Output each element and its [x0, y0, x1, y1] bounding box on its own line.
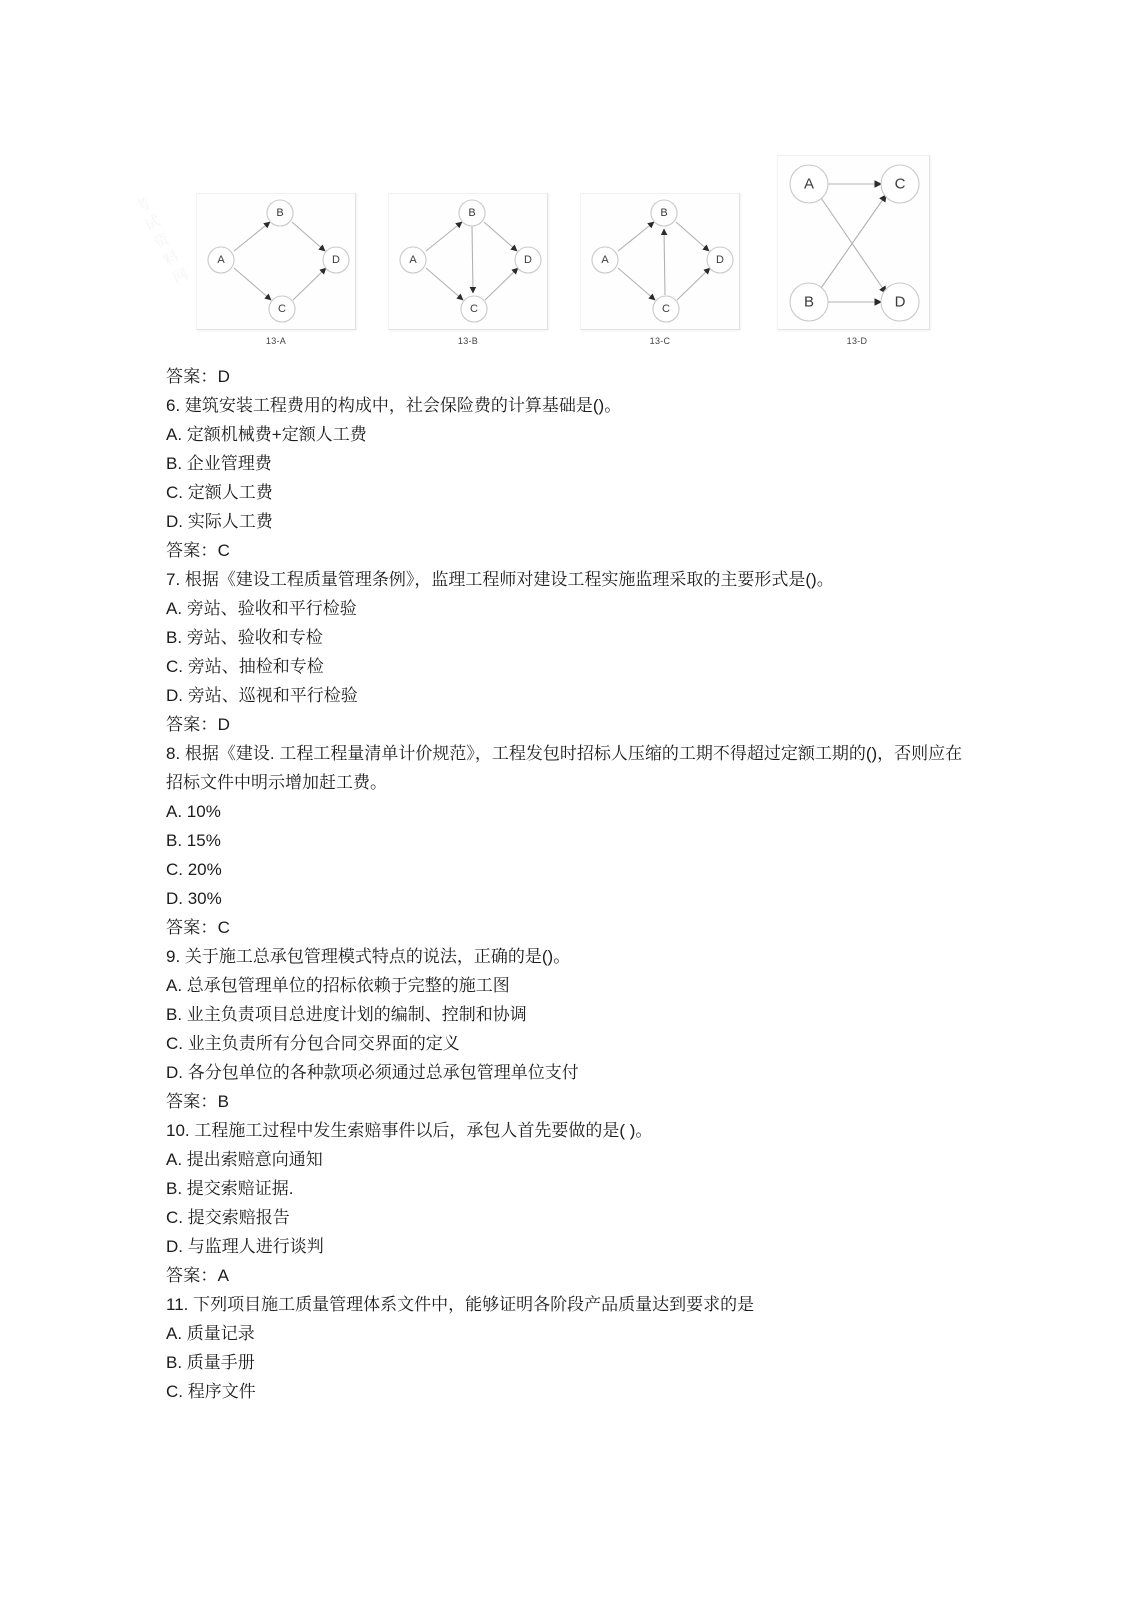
network-graph-13-b [389, 194, 547, 329]
node-c-label: C [894, 175, 906, 193]
option-item: D. 实际人工费 [166, 512, 273, 531]
diagram-caption-13-b: 13-B [457, 336, 479, 346]
edge-a-to-c [618, 268, 655, 300]
node-b-label: B [660, 207, 668, 219]
option-item: B. 旁站、验收和专检 [166, 628, 323, 647]
option-item: A. 10% [166, 802, 221, 821]
option-item: B. 质量手册 [166, 1353, 255, 1372]
node-a-label: A [217, 254, 225, 266]
option-item: A. 旁站、验收和平行检验 [166, 599, 357, 618]
option-item: C. 业主负责所有分包合同交界面的定义 [166, 1034, 460, 1053]
edge-a-to-c [234, 268, 271, 300]
diagram-caption-13-d: 13-D [846, 336, 868, 346]
edge-c-to-d [485, 268, 518, 300]
option-item: A. 质量记录 [166, 1324, 255, 1343]
option-item: C. 20% [166, 860, 222, 879]
node-a-label: A [803, 175, 815, 193]
answer-line: 答案：D [166, 715, 231, 734]
answer-line: 答案：B [166, 1092, 230, 1111]
diagram-canvas-13-b [388, 193, 548, 330]
option-item: B. 提交索赔证据. [166, 1179, 294, 1198]
edge-b-to-d [484, 222, 517, 251]
edge-c-to-d [293, 268, 326, 300]
diagram-panel-13-d [777, 155, 937, 346]
exam-question-body [166, 362, 966, 1406]
answer-line: 答案：D [166, 367, 231, 386]
option-item: D. 与监理人进行谈判 [166, 1237, 324, 1256]
edge-a-to-b [426, 222, 462, 251]
option-item: A. 提出索赔意向通知 [166, 1150, 323, 1169]
option-item: B. 业主负责项目总进度计划的编制、控制和协调 [166, 1005, 527, 1024]
option-item: B. 15% [166, 831, 221, 850]
option-item: C. 提交索赔报告 [166, 1208, 290, 1227]
diagram-canvas-13-a [196, 193, 356, 330]
edge-c-to-b [664, 229, 665, 295]
edge-b-to-d [292, 222, 325, 251]
node-d-label: D [332, 254, 340, 266]
diagram-caption-13-a: 13-A [265, 336, 287, 346]
answer-line: 答案：C [166, 918, 231, 937]
option-item: D. 30% [166, 889, 222, 908]
diagram-canvas-13-d [777, 155, 930, 330]
diagram-canvas-13-c [580, 193, 740, 330]
node-d-label: D [894, 293, 906, 311]
option-item: B. 企业管理费 [166, 454, 272, 473]
question-stem: 8. 根据《建设. 工程工程量清单计价规范》，工程发包时招标人压缩的工期不得超过定额工期的()，否则应在招标文件中明示增加赶工费。 [166, 744, 963, 792]
answer-line: 答案：A [166, 1266, 230, 1285]
node-c-label: C [470, 303, 478, 315]
edge-b-to-d [676, 222, 709, 251]
node-c-label: C [662, 303, 670, 315]
node-b-label: B [803, 293, 815, 311]
diagram-panel-13-a [196, 193, 356, 346]
answer-line: 答案：C [166, 541, 231, 560]
question-stem: 7. 根据《建设工程质量管理条例》，监理工程师对建设工程实施监理采取的主要形式是()。 [166, 570, 834, 589]
option-item: D. 旁站、巡视和平行检验 [166, 686, 358, 705]
node-c-label: C [278, 303, 286, 315]
edge-c-to-d [677, 268, 710, 300]
option-item: D. 各分包单位的各种款项必须通过总承包管理单位支付 [166, 1063, 579, 1082]
network-graph-13-c [581, 194, 739, 329]
option-item: A. 定额机械费+定额人工费 [166, 425, 367, 444]
option-item: C. 程序文件 [166, 1382, 256, 1401]
diagram-panel-13-c [580, 193, 740, 346]
option-item: C. 定额人工费 [166, 483, 273, 502]
diagram-panel-13-b [388, 193, 548, 346]
node-d-label: D [716, 254, 724, 266]
question-stem: 6. 建筑安装工程费用的构成中，社会保险费的计算基础是()。 [166, 396, 622, 415]
node-b-label: B [276, 207, 284, 219]
edge-b-to-c [472, 226, 473, 293]
diagram-caption-13-c: 13-C [649, 336, 671, 346]
option-item: C. 旁站、抽检和专检 [166, 657, 324, 676]
edge-a-to-b [618, 222, 654, 251]
node-a-label: A [409, 254, 417, 266]
question-stem: 10. 工程施工过程中发生索赔事件以后，承包人首先要做的是( )。 [166, 1121, 653, 1140]
network-graph-13-d [778, 156, 929, 329]
option-item: A. 总承包管理单位的招标依赖于完整的施工图 [166, 976, 510, 995]
network-diagram-figure-row [166, 150, 966, 350]
page-watermark: 考试资料网 [132, 194, 193, 288]
edge-a-to-c [426, 268, 463, 300]
question-stem: 11. 下列项目施工质量管理体系文件中，能够证明各阶段产品质量达到要求的是 [166, 1295, 755, 1314]
node-a-label: A [601, 254, 609, 266]
network-graph-13-a [197, 194, 355, 329]
node-d-label: D [524, 254, 532, 266]
edge-a-to-b [234, 222, 270, 251]
question-stem: 9. 关于施工总承包管理模式特点的说法，正确的是()。 [166, 947, 571, 966]
node-b-label: B [468, 207, 476, 219]
